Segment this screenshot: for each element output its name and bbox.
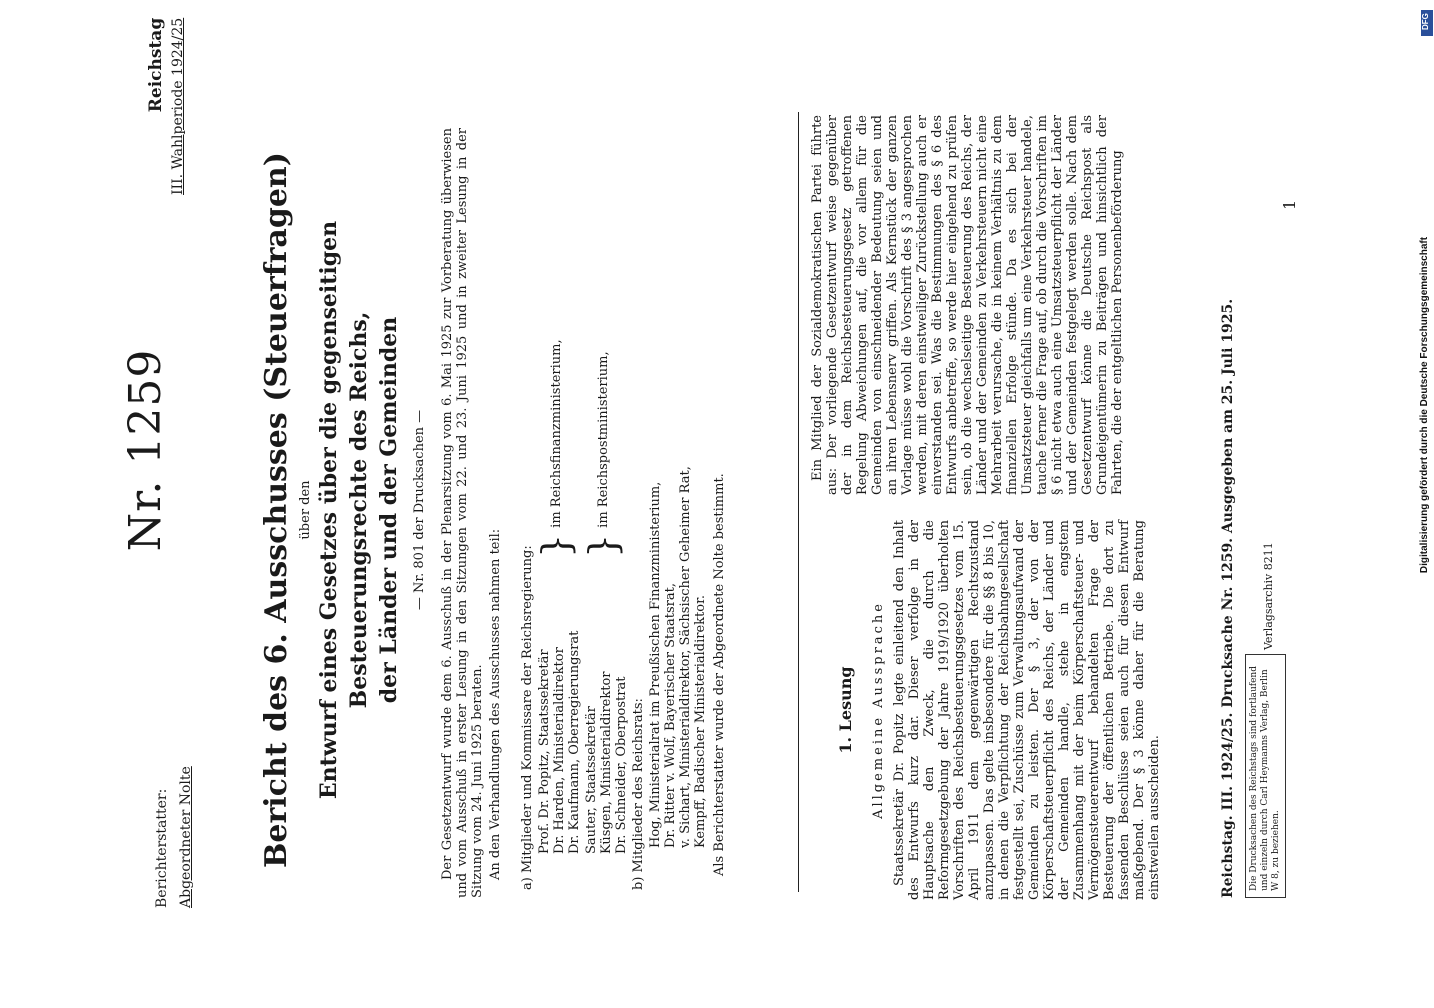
group-a-post [581, 110, 629, 890]
member: Sauter, Staatssekretär [584, 706, 599, 854]
intro-paragraph-2: An den Verhandlungen des Ausschusses nahmen teil: [488, 528, 503, 880]
parliament-name: Reichstag [146, 17, 166, 113]
title-line-2: über den [298, 480, 313, 540]
group-a-label: a) Mitglieder und Kommissare der Reichsregierung: [520, 545, 535, 890]
publication-line: Reichstag. III. 1924/25. Drucksache Nr. 1259. Ausgegeben am 25. Juli 1925. [1220, 298, 1236, 898]
column-left [810, 520, 1162, 900]
reporter-label: Berichterstatter: [154, 788, 170, 908]
paragraph: Ein Mitglied der Sozialdemokratischen Partei führte aus: Der vorliegende Gesetzentwurf weise gegenüber der in dem Reichsbesteuerungsgesetz getroffenen Regelung Abweichungen auf, die vor allem für die Gemeinden von einschneidender Bedeutung seien und an ihren Lebensnerv griffen. Als Kernstück der ganzen Vorlage müsse wohl die Vorschrift des § 3 angesprochen werden, mit deren einstweiliger Zurückstellung auch er einverstanden sei. Was die Bestimmungen des § 6 des Entwurfs anbetreffe, so werde hier eingehend zu prüfen sein, ob die wechselseitige Besteuerung des Reichs, der Länder und der Gemeinden zu Verkehrsteuern nicht eine Mehrarbeit verursache, die in keinem Verhältnis zu dem finanziellen Erfolge stünde. Da es sich bei der Umsatzsteuer gleichfalls um eine Verkehrsteuer handele, tauche ferner die Frage auf, ob durch die Vorschriften im § 6 nicht etwa auch eine Umsatzsteuerpflicht der Länder und der Gemeinden festgelegt werden solle. Nach dem Gesetzentwurf könne die Deutsche Reichspost als Grundeigentümerin zu Beiträgen und hinsichtlich der Fahrten, die der entgeltlichen Personenbeförderung [810, 115, 1125, 495]
title-line-4: der Länder und der Gemeinden [376, 316, 402, 704]
reporter-block [150, 766, 198, 908]
dfg-logo: DFG [1421, 10, 1433, 36]
group-b-label: b) Mitglieder des Reichsrats: [631, 698, 646, 890]
document-number: Nr. 1259 [120, 348, 171, 552]
group-a-finance [534, 110, 582, 890]
column-right [810, 115, 1125, 495]
brace: } [581, 533, 625, 558]
member: Dr. Ritter v. Wolf, Bayerischer Staatsrat, [663, 583, 678, 848]
member: Prof. Dr. Popitz, Staatssekretär [537, 649, 552, 854]
paragraph: Staatssekretär Dr. Popitz legte einleitend den Inhalt des Entwurfs kurz dar. Dieser verfolge in der Hauptsache den Zweck, die durch die Reformgesetzgebung der Jahre 1919/1920 überholten Vorschriften des Reichsbesteuerungsgesetzes vom 15. April 1911 dem gegenwärtigen Rechtszustand anzupassen. Das gelte insbesondere für die §§ 8 bis 10, in denen die Verpflichtung der Reichsbahngesellschaft festgestellt sei, Zuschüsse zum Verwaltungsaufwand der Gemeinden zu leisten. Der § 3, der von der Körperschaftsteuerpflicht des Reichs, der Länder und der Gemeinden handle, stehe in engstem Zusammenhang mit der beim Körperschaftsteuer- und Vermögensteuerentwurf behandelten Frage der Besteuerung der öffentlichen Betriebe. Die dort zu fassenden Beschlüsse seien auch für diesen Entwurf maßgebend. Der § 3 könne daher für die Beratung einstweilen ausscheiden. [892, 520, 1162, 900]
intro-paragraph-1: Der Gesetzentwurf wurde dem 6. Ausschuß in der Plenarsitzung vom 6. Mai 1925 zur Vorberatung überwiesen und vom Ausschuß in erster Lesung in den Sitzungen vom 22. und 23. Juni 1925 und in zweiter Lesung in der Sitzung vom 24. Juni 1925 beraten. [440, 128, 485, 898]
divider [798, 112, 799, 892]
page-number: 1 [1280, 199, 1299, 210]
member: Kempff, Badischer Ministerialdirektor. [693, 595, 708, 848]
report-title [258, 130, 430, 890]
section-subheading: Allgemeine Aussprache [871, 601, 886, 819]
brace: } [534, 533, 578, 558]
reporter-note: Als Berichterstatter wurde der Abgeordnete Nolte bestimmt. [712, 473, 727, 876]
document-page [0, 10, 1380, 990]
participants-list [520, 110, 727, 890]
print-code: Verlagsarchiv 8211 [1262, 542, 1275, 650]
member: v. Sichart, Ministerialdirektor, Sächsischer Geheimer Rat, [678, 466, 693, 848]
member: Dr. Harden, Ministerialdirektor [552, 647, 567, 854]
institution: im Reichspostministerium, [596, 351, 611, 528]
institution: im Reichsfinanzministerium, [549, 339, 564, 528]
member: Küsgen, Ministerialdirektor [599, 671, 614, 854]
title-line-5: — Nr. 801 der Drucksachen — [412, 409, 427, 611]
section-heading: 1. Lesung [836, 666, 855, 754]
member: Dr. Kaufmann, Oberregierungsrat [567, 630, 582, 854]
title-line-1: Bericht des 6. Ausschusses (Steuerfragen) [259, 152, 294, 868]
legislative-period: III. Wahlperiode 1924/25 [170, 17, 186, 195]
title-line-3: Entwurf eines Gesetzes über die gegenseitigen Besteuerungsrechte des Reichs, [316, 220, 372, 800]
reporter-name: Abgeordneter Nolte [178, 766, 194, 908]
parliament-block [145, 18, 189, 195]
digitization-note [1418, 8, 1434, 1008]
intro-text [440, 128, 506, 898]
imprint-box: Die Drucksachen des Reichstags sind fortlaufend und einzeln durch Carl Heymanns Verlag, Berlin W 8, zu beziehen. [1245, 654, 1286, 898]
digitization-text: Digitalisierung gefördert durch die Deutsche Forschungsgemeinschaft [1419, 236, 1430, 574]
member: Hog, Ministerialrat im Preußischen Finanzministerium, [648, 481, 663, 848]
member: Dr. Schneider, Oberpostrat [614, 676, 629, 854]
